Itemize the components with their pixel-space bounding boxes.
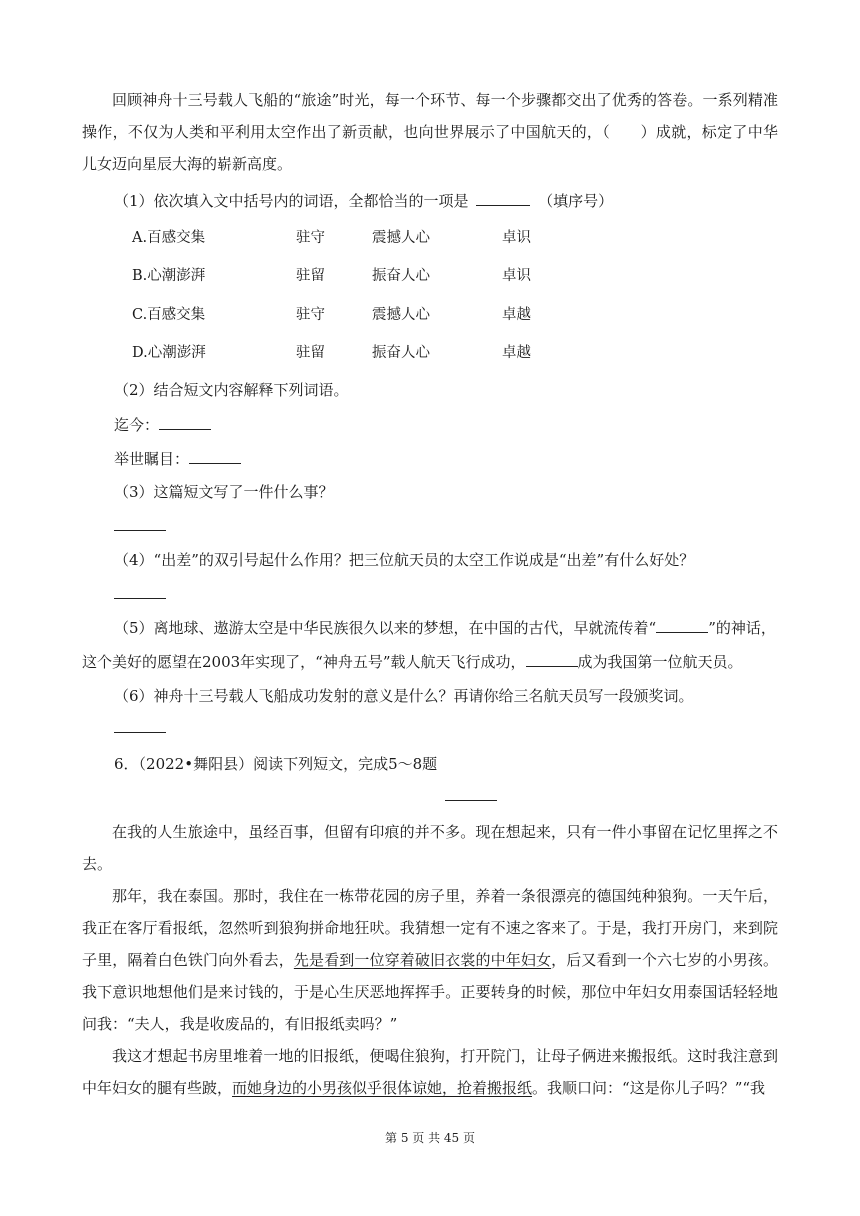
option-c-word-1: C.百感交集 (132, 307, 206, 323)
story-paragraph-3-text-b: 。我顺口问：“这是你儿子吗？”“我 (532, 1079, 766, 1097)
option-b-word-2: 驻留 (296, 268, 325, 284)
option-b-word-1: B.心潮澎湃 (132, 268, 206, 284)
option-a-word-3: 震撼人心 (372, 230, 430, 246)
question-5-text-d: 成为我国第一位航天员。 (577, 653, 743, 671)
question-1-suffix: （填序号） (538, 192, 614, 210)
answer-blank-q1[interactable] (476, 191, 530, 206)
option-c-word-2: 驻守 (296, 307, 325, 323)
term-2-row (114, 449, 241, 469)
story-paragraph-2-text-a: 那年，我在泰国。那时，我住在一栋带花园的房子里，养着一条很漂亮的德国纯种狼狗。一天午后，我正在客厅看报纸，忽然听到狼狗拼命地狂吠。我猜想一定有不速之客来了。于是，我打开房门，来到院子里，隔着白色铁门向外看去， (82, 887, 778, 969)
term-1-row (114, 415, 211, 435)
question-5-text-b: ”的神话， (708, 619, 776, 637)
answer-blank-term-1[interactable] (159, 415, 211, 430)
passage-title-blank[interactable] (445, 786, 497, 801)
story-paragraph-3-text-a: 我这才想起书房里堆着一地的旧报纸，便喝住狼狗，打开院门，让母子俩进来搬报纸。这时我注意到中年妇女的腿有些跛， (82, 1047, 778, 1097)
story-paragraph-3 (82, 1040, 778, 1104)
section-6-heading: 6．（2022•舞阳县）阅读下列短文，完成5～8题 (114, 755, 438, 773)
question-4: （4）“出差”的双引号起什么作用？把三位航天员的太空工作说成是“出差”有什么好处？ (114, 551, 695, 569)
question-2: （2）结合短文内容解释下列词语。 (114, 381, 349, 399)
question-1 (114, 191, 613, 211)
story-paragraph-2-text-b: ，后又看到一个六七岁的小男孩。我下意识地想他们是来讨钱的，于是心生厌恶地挥挥手。正要转身的时候，那位中年妇女用泰国话轻轻地问我：“夫人，我是收废品的，有旧报纸卖吗？” (82, 951, 778, 1033)
option-d-word-3: 振奋人心 (372, 345, 430, 361)
question-3: （3）这篇短文写了一件什么事？ (114, 483, 334, 501)
underlined-sentence-2: 而她身边的小男孩似乎很体谅她，抢着搬报纸 (232, 1079, 533, 1097)
question-5-text-c: 这个美好的愿望在2003年实现了，“神舟五号”载人航天飞行成功， (82, 653, 526, 671)
underlined-sentence-1: 先是看到一位穿着破旧衣裳的中年妇女 (293, 951, 552, 969)
page-number: 第 5 页 共 45 页 (385, 1131, 475, 1145)
answer-blank-q3[interactable] (114, 516, 166, 531)
option-a-word-4: 卓识 (502, 230, 531, 246)
answer-blank-q5-myth[interactable] (656, 618, 708, 633)
option-b-word-3: 振奋人心 (372, 268, 430, 284)
question-5-line-1 (114, 618, 776, 638)
story-paragraph-1: 在我的人生旅途中，虽经百事，但留有印痕的并不多。现在想起来，只有一件小事留在记忆里挥之不去。 (82, 823, 778, 873)
option-c-word-3: 震撼人心 (372, 307, 430, 323)
option-d-word-1: D.心潮澎湃 (132, 345, 206, 361)
story-paragraph-2 (82, 880, 778, 1040)
question-1-text: （1）依次填入文中括号内的词语，全都恰当的一项是 (114, 192, 469, 210)
option-a-word-1: A.百感交集 (132, 230, 206, 246)
option-a-word-2: 驻守 (296, 230, 325, 246)
option-d-word-4: 卓越 (502, 345, 531, 361)
answer-blank-term-2[interactable] (189, 449, 241, 464)
passage-intro-paragraph: 回顾神舟十三号载人飞船的“旅途”时光，每一个环节、每一个步骤都交出了优秀的答卷。一系列精准操作，不仅为人类和平利用太空作出了新贡献，也向世界展示了中国航天的，（ ）成就，标定了中华儿女迈向星辰大海的崭新高度。 (82, 91, 778, 173)
answer-blank-q4[interactable] (114, 584, 166, 599)
option-c-word-4: 卓越 (502, 307, 531, 323)
answer-blank-q5-astronaut[interactable] (526, 652, 578, 667)
question-5-line-2 (82, 652, 743, 672)
term-1-label: 迄今： (114, 416, 160, 434)
question-5-text-a: （5）离地球、遨游太空是中华民族很久以来的梦想，在中国的古代，早就流传着“ (114, 619, 657, 637)
option-b-word-4: 卓识 (502, 268, 531, 284)
question-6: （6）神舟十三号载人飞船成功发射的意义是什么？再请你给三名航天员写一段颁奖词。 (114, 687, 694, 705)
answer-blank-q6[interactable] (114, 718, 166, 733)
option-d-word-2: 驻留 (296, 345, 325, 361)
term-2-label: 举世瞩目： (114, 450, 190, 468)
